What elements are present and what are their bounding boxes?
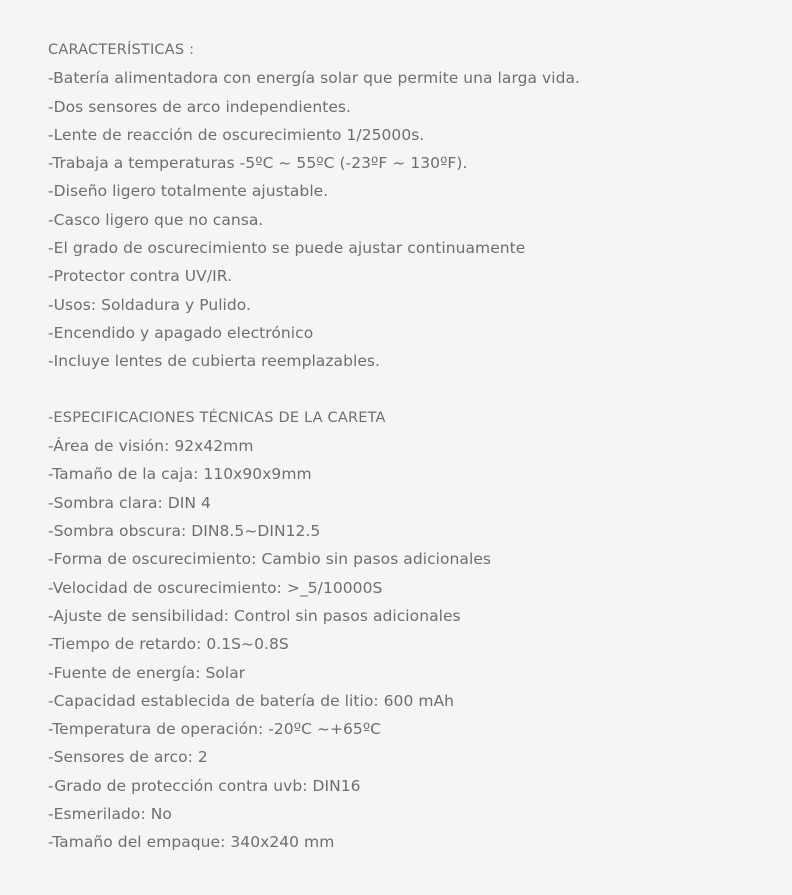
specifications-section <box>48 404 768 857</box>
spec-item: -Sensores de arco: 2 <box>48 748 208 767</box>
feature-item: -El grado de oscurecimiento se puede ajustar continuamente <box>48 239 526 258</box>
spec-item: -Velocidad de oscurecimiento: >_5/10000S <box>48 578 383 597</box>
feature-item: -Casco ligero que no cansa. <box>48 210 264 229</box>
spec-item: -Temperatura de operación: -20ºC ~+65ºC <box>48 720 382 739</box>
section-gap <box>48 376 768 404</box>
spec-item: -Esmerilado: No <box>48 805 172 824</box>
feature-item: -Trabaja a temperaturas -5ºC ~ 55ºC (-23ºF ~ 130ºF). <box>48 154 468 173</box>
feature-item: -Protector contra UV/IR. <box>48 267 232 286</box>
features-heading: CARACTERÍSTICAS : <box>48 42 195 58</box>
spec-item: -Grado de protección contra uvb: DIN16 <box>48 776 361 795</box>
feature-item: -Incluye lentes de cubierta reemplazables. <box>48 352 381 371</box>
feature-item: -Lente de reacción de oscurecimiento 1/25000s. <box>48 125 425 144</box>
spec-item: -Sombra obscura: DIN8.5~DIN12.5 <box>48 522 321 541</box>
spec-item: -Forma de oscurecimiento: Cambio sin pasos adicionales <box>48 550 492 569</box>
feature-item: -Usos: Soldadura y Pulido. <box>48 295 252 314</box>
specifications-heading: -ESPECIFICACIONES TÉCNICAS DE LA CARETA <box>48 409 386 426</box>
spec-item: -Tiempo de retardo: 0.1S~0.8S <box>48 635 289 654</box>
spec-item: -Área de visión: 92x42mm <box>48 437 254 456</box>
spec-item: -Ajuste de sensibilidad: Control sin pasos adicionales <box>48 606 461 625</box>
feature-item: -Diseño ligero totalmente ajustable. <box>48 182 329 201</box>
spec-item: -Tamaño del empaque: 340x240 mm <box>48 833 335 852</box>
feature-item: -Dos sensores de arco independientes. <box>48 97 352 116</box>
features-section <box>48 36 768 376</box>
spec-item: -Tamaño de la caja: 110x90x9mm <box>48 465 312 484</box>
feature-item: -Encendido y apagado electrónico <box>48 323 314 342</box>
spec-item: -Capacidad establecida de batería de litio: 600 mAh <box>48 691 455 710</box>
spec-item: -Fuente de energía: Solar <box>48 663 246 682</box>
feature-item: -Batería alimentadora con energía solar que permite una larga vida. <box>48 69 581 88</box>
spec-item: -Sombra clara: DIN 4 <box>48 493 211 512</box>
product-description <box>48 36 768 857</box>
